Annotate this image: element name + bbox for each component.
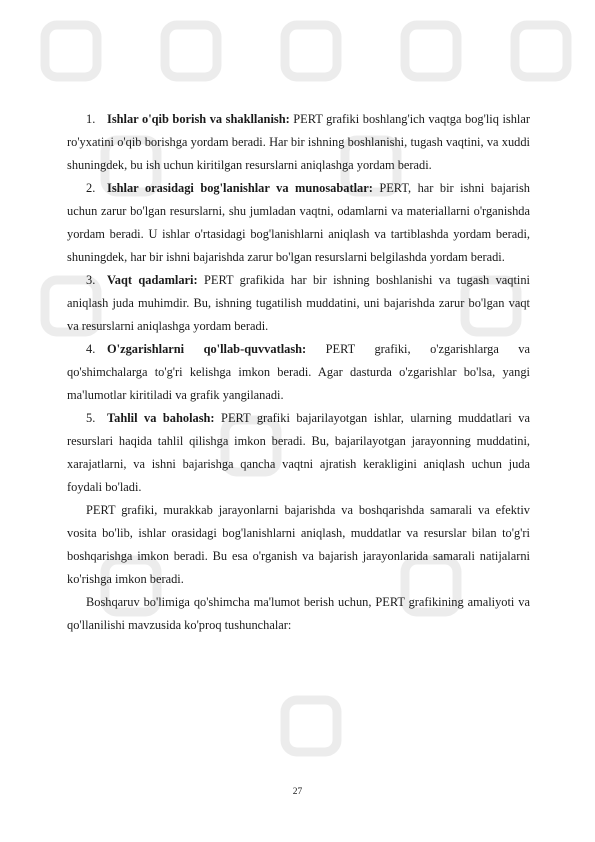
list-number: 3. — [86, 273, 96, 287]
list-text: PERT grafiki, o'zgarishlarga va qo'shimchalarga to'g'ri kelishga imkon beradi. Agar dasturda o'zgarishlar bo'lsa, yangi ma'lumotlar kiritiladi va grafik yangilanadi. — [67, 342, 530, 402]
list-heading: Tahlil va baholash: — [107, 411, 215, 425]
document-body — [67, 108, 530, 637]
list-number: 1. — [86, 112, 96, 126]
list-text: PERT, har bir ishni bajarish uchun zarur bo'lgan resurslarni, shu jumladan vaqtni, odamlarni va materiallarni o'rganishda yordam beradi. U ishlar o'rtasidagi bog'lanishlarni aniqlash va tartiblashda yordam beradi, shuningdek, har bir ishni bajarishda zarur bo'lgan resurslarni belgilashda yordam beradi. — [67, 181, 530, 264]
list-item — [67, 269, 530, 338]
list-heading: Ishlar o'qib borish va shakllanish: — [107, 112, 290, 126]
list-text: PERT grafiki bajarilayotgan ishlar, ularning muddatlari va resurslari haqida tahlil qilishga imkon beradi. Bu, bajarilayotgan jarayonning muddatini, xarajatlarni, va ishni bajarishga qancha vaqtni ajratish kerakligini aniqlash uchun juda foydali bo'ladi. — [67, 411, 530, 494]
paragraph: PERT grafiki, murakkab jarayonlarni bajarishda va boshqarishda samarali va efektiv vosita bo'lib, ishlar orasidagi bog'lanishlarni aniqlash, muddatlar va resurslar bilan to'g'ri boshqarishga imkon beradi. Bu esa o'rganish va bajarish jarayonlarida samarali natijalarni ko'rishga imkon beradi. — [67, 503, 530, 586]
paragraph: Boshqaruv bo'limiga qo'shimcha ma'lumot berish uchun, PERT grafikining amaliyoti va qo'llanilishi mavzusida ko'proq tushunchalar: — [67, 595, 530, 632]
list-item — [67, 108, 530, 177]
list-number: 4. — [86, 342, 96, 356]
list-heading: Vaqt qadamlari: — [107, 273, 198, 287]
list-number: 5. — [86, 411, 96, 425]
list-heading: Ishlar orasidagi bog'lanishlar va munosabatlar: — [107, 181, 373, 195]
list-text: PERT grafikida har bir ishning boshlanishi va tugash vaqtini aniqlash juda muhimdir. Bu, ishning tugatilish muddatini, uni bajarishda zarur bo'lgan vaqt va resurslarni aniqlashga yordam beradi. — [67, 273, 531, 333]
list-item — [67, 338, 530, 407]
list-text: PERT grafiki boshlang'ich vaqtga bog'liq ishlar ro'yxatini o'qib borishga yordam beradi. Har bir ishning boshlanishi, tugash vaqtini, va xuddi shuningdek, bu ish uchun kiritilgan resurslarni aniqlashga yordam beradi. — [67, 112, 530, 172]
list-number: 2. — [86, 181, 96, 195]
page-number: 27 — [292, 787, 303, 797]
list-item — [67, 407, 530, 499]
list-item — [67, 177, 530, 269]
list-heading: O'zgarishlarni qo'llab-quvvatlash: — [107, 342, 307, 356]
